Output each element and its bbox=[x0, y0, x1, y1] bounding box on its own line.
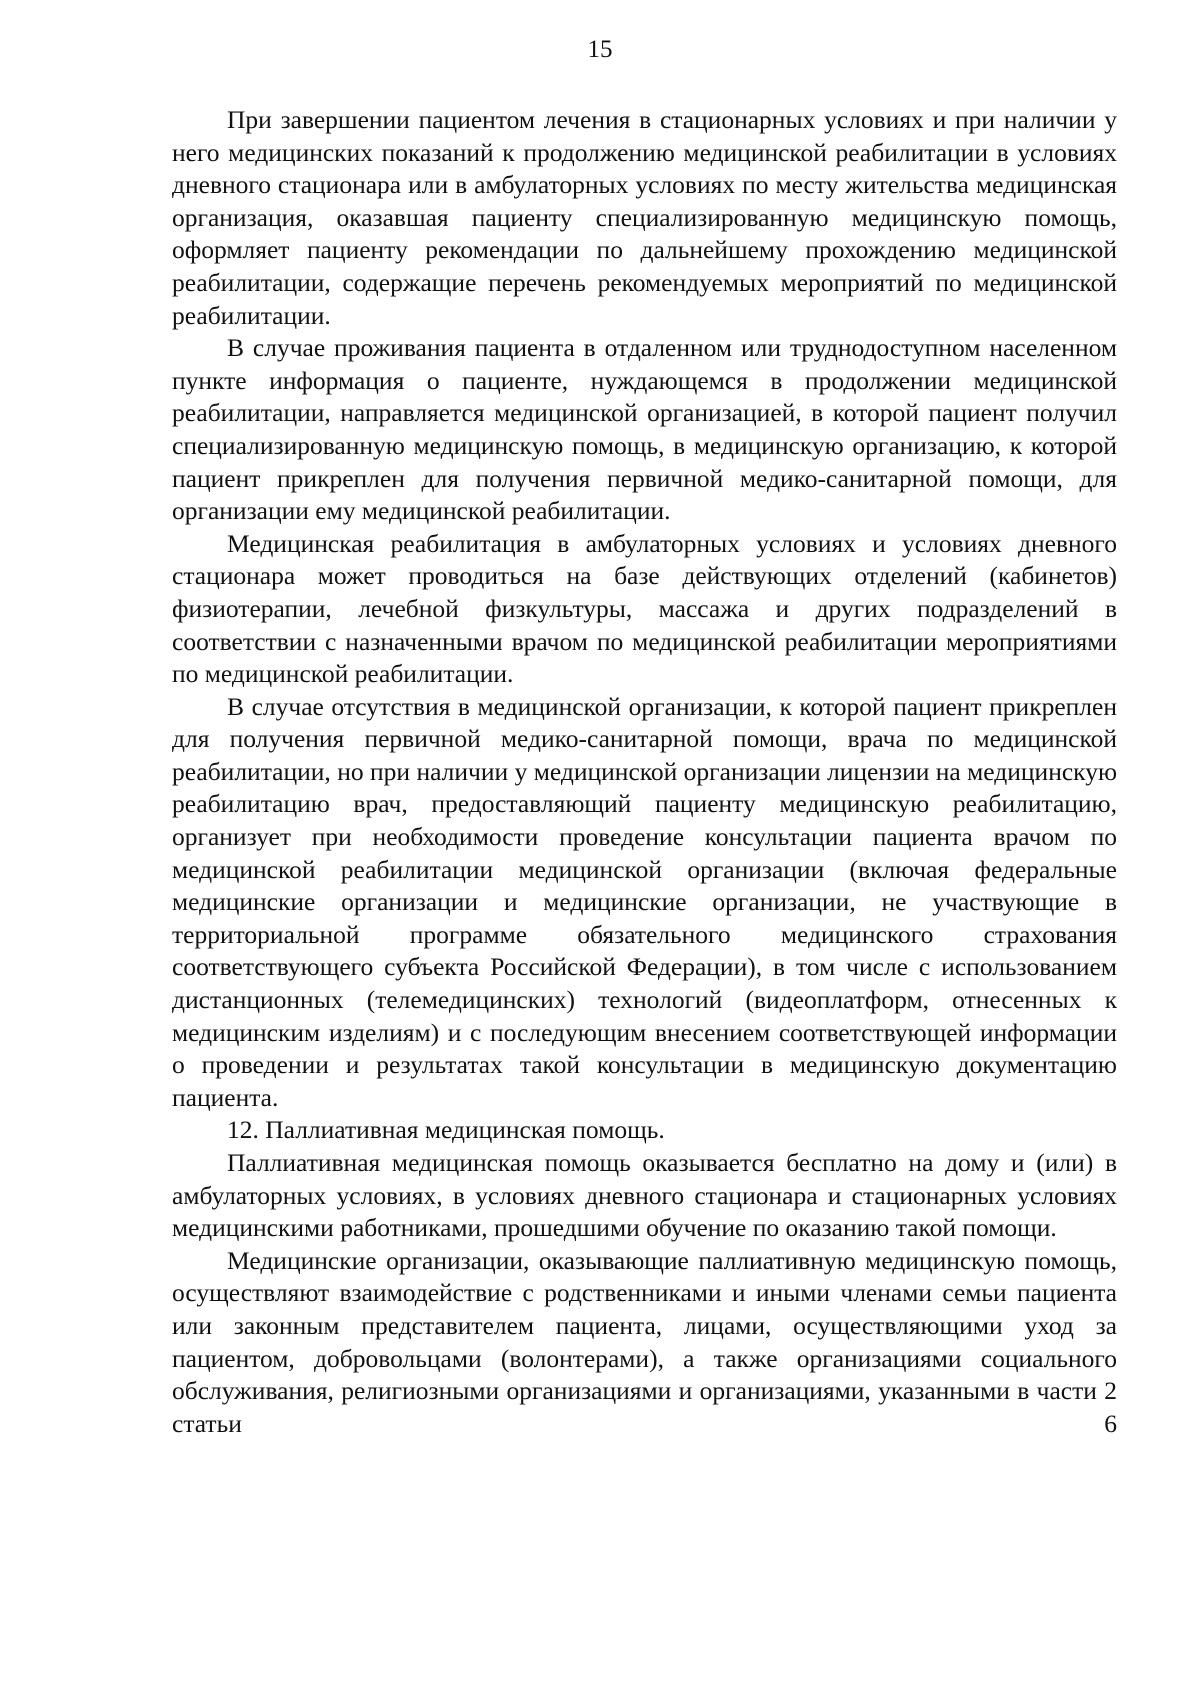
paragraph-palliative-cooperation: Медицинские организации, оказывающие паллиативную медицинскую помощь, осуществляют взаимодействие с родственниками и иными членами семьи пациента или законным представителем пациента, лицами, осуществляющими уход за пациентом, добровольцами (волонтерами), а также организациями социального обслуживания, религиозными организациями и организациями, указанными в части 2 статьи 6 bbox=[172, 1245, 1117, 1438]
page-number: 15 bbox=[587, 36, 613, 63]
paragraph-remote-settlement: В случае проживания пациента в отдаленном или труднодоступном населенном пункте информация о пациенте, нуждающемся в продолжении медицинской реабилитации, направляется медицинской организацией, в которой пациент получил специализированную медицинскую помощь, в медицинскую организацию, к которой пациент прикреплен для получения первичной медико-санитарной помощи, для организации ему медицинской реабилитации. bbox=[172, 333, 1117, 526]
document-body bbox=[172, 104, 1117, 1440]
section-heading-palliative: 12. Паллиативная медицинская помощь. bbox=[227, 1115, 665, 1145]
paragraph-rehab-consultation: В случае отсутствия в медицинской организации, к которой пациент прикреплен для получения первичной медико-санитарной помощи, врача по медицинской реабилитации, но при наличии у медицинской организации лицензии на медицинскую реабилитацию врач, предоставляющий пациенту медицинскую реабилитацию, организует при необходимости проведение консультации пациента врачом по медицинской реабилитации медицинской организации (включая федеральные медицинские организации и медицинские организации, не участвующие в территориальной программе обязательного медицинского страхования соответствующего субъекта Российской Федерации), в том числе с использованием дистанционных (телемедицинских) технологий (видеоплатформ, отнесенных к медицинским изделиям) и с последующим внесением соответствующей информации о проведении и результатах такой консультации в медицинскую документацию пациента. bbox=[172, 691, 1117, 1112]
paragraph-rehab-discharge: При завершении пациентом лечения в стационарных условиях и при наличии у него медицинских показаний к продолжению медицинской реабилитации в условиях дневного стационара или в амбулаторных условиях по месту жительства медицинская организация, оказавшая пациенту специализированную медицинскую помощь, оформляет пациенту рекомендации по дальнейшему прохождению медицинской реабилитации, содержащие перечень рекомендуемых мероприятий по медицинской реабилитации. bbox=[172, 105, 1117, 330]
paragraph-outpatient-rehab: Медицинская реабилитация в амбулаторных условиях и условиях дневного стационара может проводиться на базе действующих отделений (кабинетов) физиотерапии, лечебной физкультуры, массажа и других подразделений в соответствии с назначенными врачом по медицинской реабилитации мероприятиями по медицинской реабилитации. bbox=[172, 528, 1117, 689]
paragraph-palliative-free: Паллиативная медицинская помощь оказывается бесплатно на дому и (или) в амбулаторных условиях, в условиях дневного стационара и стационарных условиях медицинскими работниками, прошедшими обучение по оказанию такой помощи. bbox=[172, 1148, 1117, 1243]
